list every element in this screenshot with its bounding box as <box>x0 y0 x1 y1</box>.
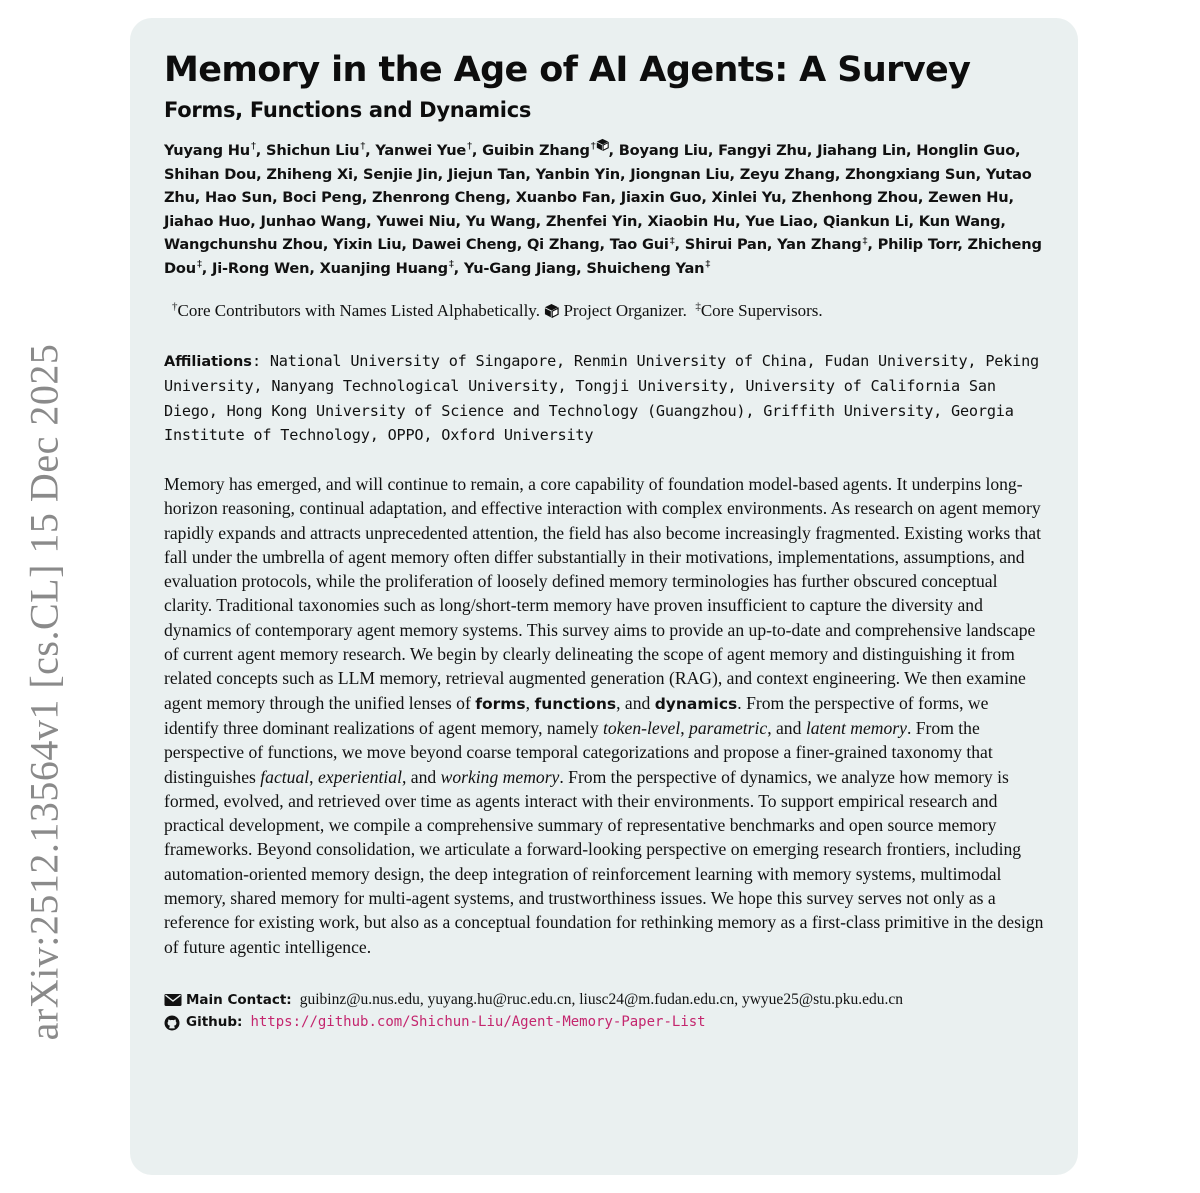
author-name <box>712 189 782 206</box>
affiliations-value: : National University of Singapore, Renmin University of China, Fudan University, Peking University, Nanyang Technological University, Tongji University, University of California San Diego, Hong Kong University of Science and Technology (Guangzhou), Griffith University, Georgia Institute of Technology, OPPO, Oxford University <box>164 351 1039 445</box>
author-name-text: Shuicheng Yan <box>586 259 705 277</box>
affiliations-label: Affiliations <box>164 353 252 370</box>
author-name-text: Jiaxin Guo <box>620 189 702 207</box>
author-list: Yuyang Hu†, Shichun Liu†, Yanwei Yue†, Guibin Zhang† , Boyang Liu, Fangyi Zhu, Jiahang Lin, Honglin Guo, Shihan Dou, Zhiheng Xi, Senjie Jin, Jiejun Tan, Yanbin Yin, Jiongnan Liu, Zeyu Zhang, Zhongxiang Sun, Yutao Zhu, Hao Sun, Boci Peng, Zhenrong Cheng, Xuanbo Fan, Jiaxin Guo, Xinlei Yu, Zhenhong Zhou, Zewen Hu, Jiahao Huo, Junhao Wang, Yuwei Niu, Yu Wang, Zhenfei Yin, Xiaobin Hu, Yue Liao, Qiankun Li, Kun Wang, Wangchunshu Zhou, Yixin Liu, Dawei Cheng, Qi Zhang, Tao Gui‡, Shirui Pan, Yan Zhang‡, Philip Torr, Zhicheng Dou‡, Ji-Rong Wen, Xuanjing Huang‡, Yu-Gang Jiang, Shuicheng Yan‡ <box>164 138 1044 281</box>
author-mark: † <box>590 141 596 153</box>
author-name-text: Zhongxiang Sun <box>845 165 976 183</box>
contact-section <box>164 989 1044 1033</box>
abstract-text-4: . From the perspective of dynamics, we analyze how memory is formed, evolved, and retrieved over time as agents interact with their environments. To support empirical research and practical development, we compile a comprehensive summary of representative benchmarks and open source memory frameworks. Beyond consolidation, we articulate a forward-looking perspective on emerging research frontiers, including automation-oriented memory design, the deep integration of reinforcement learning with memory systems, multimodal memory, shared memory for multi-agent systems, and trustworthiness issues. We hope this survey serves not only as a reference for existing work, but also as a conceptual foundation for rethinking memory as a first-class primitive in the design of future agentic intelligence. <box>164 766 1044 957</box>
abstract-text-2: . From the perspective of forms, we identify three dominant realizations of agent memory, namely <box>164 692 989 738</box>
author-name-text: Zhicheng Dou <box>164 236 1042 277</box>
author-name-text: Shichun Liu <box>266 142 360 159</box>
author-name <box>164 236 323 253</box>
paper-title: Memory in the Age of AI Agents: A Survey <box>164 50 971 90</box>
author-name <box>647 213 735 230</box>
term-token-level: token-level <box>603 717 681 738</box>
author-name-text: Jiejun Tan <box>447 165 526 183</box>
author-name-text: Yu-Gang Jiang <box>463 259 577 277</box>
author-name <box>919 213 1001 230</box>
contact-emails[interactable]: guibinz@u.nus.edu, yuyang.hu@ruc.edu.cn, liusc24@m.fudan.edu.cn, ywyue25@stu.pku.edu.cn <box>299 990 904 1008</box>
author-name <box>282 189 362 206</box>
paper-card <box>130 18 1078 1175</box>
github-row <box>164 1011 1044 1033</box>
author-name <box>586 260 710 277</box>
abstract-text-1: Memory has emerged, and will continue to remain, a core capability of foundation model-based agents. It underpins long-horizon reasoning, continual adaptation, and effective interaction with complex environments. As research on agent memory rapidly expands and attracts unprecedented attention, the field has also become increasingly fragmented. Existing works that fall under the umbrella of agent memory often differ substantially in their motivations, implementations, assumptions, and evaluation protocols, while the proliferation of loosely defined memory terminologies has further obscured conceptual clarity. Traditional taxonomies such as long/short-term memory have proven insufficient to capture the diversity and dynamics of contemporary agent memory systems. This survey aims to provide an up-to-date and comprehensive landscape of current agent memory research. We begin by clearly delineating the scope of agent memory and distinguishing it from related concepts such as LLM memory, retrieval augmented generation (RAG), and context engineering. We then examine agent memory through the unified lenses of <box>164 473 1041 713</box>
author-name-text: Xuanjing Huang <box>319 259 448 277</box>
author-name <box>845 166 976 183</box>
author-mark: ‡ <box>862 235 868 247</box>
author-mark: † <box>467 141 472 153</box>
dagger-mark: † <box>172 299 178 312</box>
author-mark: † <box>360 141 366 153</box>
author-name-text: Shirui Pan <box>684 236 767 254</box>
author-name-text: Jiahang Lin <box>817 142 907 159</box>
author-name <box>536 166 620 183</box>
author-legend <box>172 299 1044 323</box>
author-name <box>516 189 611 206</box>
author-name-text: Yanbin Yin <box>535 165 620 183</box>
author-name <box>610 236 675 253</box>
author-name <box>878 236 958 253</box>
author-name-text: Honglin Guo <box>916 142 1016 159</box>
author-name-text: Zewen Hu <box>928 189 1009 207</box>
github-icon <box>164 1015 182 1029</box>
term-experiential: experiential <box>317 766 402 787</box>
abstract-sep-1: , <box>525 692 535 713</box>
author-name <box>376 213 455 230</box>
author-name-text: Qiankun Li <box>823 212 909 230</box>
author-name-text: Yue Liao <box>745 212 813 230</box>
author-name <box>363 166 438 183</box>
author-name-text: Qi Zhang <box>526 236 600 254</box>
author-name <box>464 260 576 277</box>
author-name-text: Fangyi Zhu <box>718 142 807 159</box>
author-name <box>212 260 309 277</box>
author-name-text: Tao Gui <box>609 236 669 254</box>
author-name-text: Zhiheng Xi <box>266 165 353 183</box>
term-latent-memory: latent memory <box>805 717 907 738</box>
author-name-text: Zhenrong Cheng <box>372 189 506 207</box>
author-name-text: Shihan Dou <box>164 165 257 183</box>
arxiv-side-label <box>4 336 84 1048</box>
keyword-forms: forms <box>475 694 526 713</box>
author-mark: ‡ <box>705 259 711 271</box>
author-name-text: Guibin Zhang <box>482 142 590 159</box>
github-label: Github: <box>186 1013 243 1030</box>
author-name-text: Yu Wang <box>465 212 536 230</box>
main-contact-row <box>164 989 1044 1011</box>
author-name <box>916 142 1015 159</box>
author-name <box>372 189 505 206</box>
author-name-text: Kun Wang <box>918 212 1001 230</box>
author-name <box>375 142 472 159</box>
term-factual: factual <box>260 766 310 787</box>
paper-subtitle: Forms, Functions and Dynamics <box>164 98 532 122</box>
author-name <box>527 236 600 253</box>
author-mark: ‡ <box>448 259 454 271</box>
author-name-text: Ji-Rong Wen <box>211 259 310 277</box>
author-name-text: Hao Sun <box>205 189 273 207</box>
dagger-legend-text: Core Contributors with Names Listed Alphabetically. <box>177 300 540 320</box>
author-name-text: Yan Zhang <box>777 236 862 254</box>
author-name <box>482 142 608 159</box>
author-name <box>164 166 256 183</box>
arxiv-id-text: arXiv:2512.13564v1 [cs.CL] 15 Dec 2025 <box>21 343 67 1041</box>
author-mark: † <box>250 141 256 153</box>
author-name <box>412 236 517 253</box>
author-name <box>448 166 526 183</box>
author-name-text: Zeyu Zhang <box>739 165 835 183</box>
author-name <box>928 189 1008 206</box>
author-name <box>792 189 918 206</box>
cube-icon <box>596 138 609 151</box>
author-name-text: Boyang Liu <box>618 142 708 159</box>
cube-icon <box>544 303 559 318</box>
author-name-text: Junhao Wang <box>260 212 367 230</box>
term-working-memory: working memory <box>440 766 560 787</box>
author-mark: ‡ <box>669 235 675 247</box>
author-name-text: Xuanbo Fan <box>515 189 611 207</box>
ddagger-mark: ‡ <box>695 299 701 312</box>
abstract-sep-3: , <box>680 717 690 738</box>
author-name-text: Xiaobin Hu <box>647 212 736 230</box>
author-name-text: Yuwei Niu <box>376 212 456 230</box>
author-name <box>823 213 909 230</box>
author-name <box>745 213 812 230</box>
author-name-text: Senjie Jin <box>363 165 438 183</box>
author-name <box>621 189 702 206</box>
cube-legend-text: Project Organizer. <box>563 300 687 320</box>
abstract-sep-2: , and <box>616 692 655 713</box>
abstract <box>164 472 1044 959</box>
envelope-icon <box>164 993 182 1007</box>
term-parametric: parametric <box>689 717 768 738</box>
author-name-text: Philip Torr <box>877 236 958 254</box>
author-name <box>685 236 767 253</box>
author-name-text: Zhenfei Yin <box>545 212 638 230</box>
author-name <box>164 142 256 159</box>
abstract-sep-5: , <box>309 766 318 787</box>
author-name-text: Yutao Zhu <box>164 165 1032 207</box>
author-name-text: Zhenhong Zhou <box>791 189 918 207</box>
author-name <box>266 166 352 183</box>
author-name-text: Jiahao Huo <box>164 212 251 230</box>
affiliations <box>164 349 1044 448</box>
author-name-text: Yuyang Hu <box>164 142 250 159</box>
author-name <box>261 213 367 230</box>
abstract-sep-6: , and <box>402 766 441 787</box>
main-contact-label: Main Contact: <box>186 991 292 1008</box>
author-name <box>205 189 272 206</box>
author-name <box>333 236 401 253</box>
author-name-text: Jiongnan Liu <box>630 165 730 183</box>
author-name-text: Yixin Liu <box>333 236 402 254</box>
author-name <box>320 260 454 277</box>
abstract-text-3: . From the perspective of functions, we move beyond coarse temporal categorizations and propose a finer-grained taxonomy that distinguishes <box>164 717 993 787</box>
author-name <box>817 142 906 159</box>
keyword-dynamics: dynamics <box>654 694 738 713</box>
author-name-text: Wangchunshu Zhou <box>164 236 323 254</box>
author-name <box>740 166 835 183</box>
github-link[interactable]: https://github.com/Shichun-Liu/Agent-Memory-Paper-List <box>250 1013 706 1030</box>
author-name-text: Xinlei Yu <box>711 189 782 207</box>
author-name-text: Boci Peng <box>282 189 362 207</box>
author-name-text: Dawei Cheng <box>411 236 517 254</box>
author-name <box>466 213 536 230</box>
author-mark: ‡ <box>196 259 202 271</box>
author-name <box>718 142 807 159</box>
author-name <box>164 213 250 230</box>
ddagger-legend-text: Core Supervisors. <box>700 300 823 320</box>
author-name-text: Yanwei Yue <box>375 142 467 159</box>
author-name <box>630 166 729 183</box>
author-name <box>777 236 867 253</box>
author-name <box>266 142 365 159</box>
author-name <box>619 142 708 159</box>
author-name <box>546 213 637 230</box>
keyword-functions: functions <box>534 694 617 713</box>
abstract-sep-4: , and <box>767 717 806 738</box>
